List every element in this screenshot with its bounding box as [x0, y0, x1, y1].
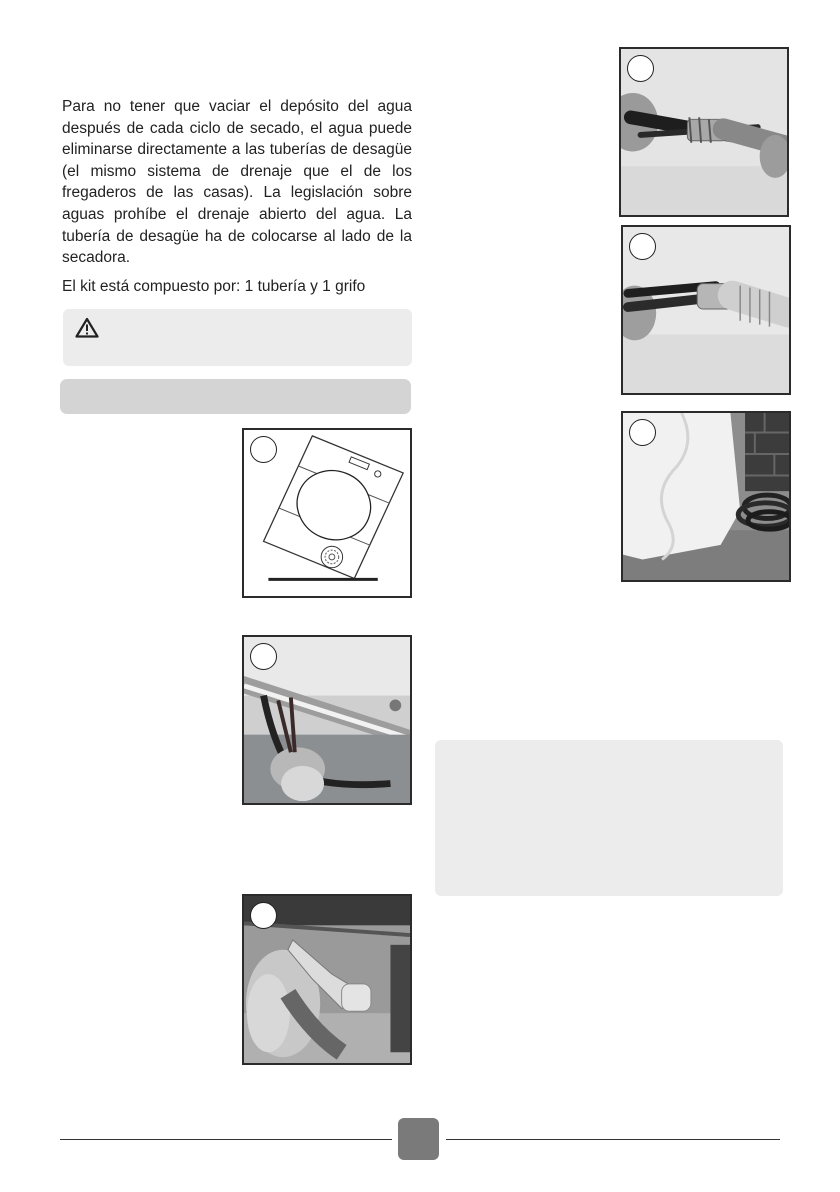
warning-box — [63, 309, 412, 366]
figure-hose-behind-dryer — [621, 411, 791, 582]
figure-hose-connector — [242, 894, 412, 1065]
figure-dryer-outline — [242, 428, 412, 598]
figure-pliers-clamp-1 — [619, 47, 789, 217]
intro-paragraph: Para no tener que vaciar el depósito del agua después de cada ciclo de secado, el agua puede eliminarse directamente a las tuberías de desagüe (el mismo sistema de drenaje que el de los fregaderos de las casas). La legislación sobre aguas prohíbe el drenaje abierto del agua. La tubería de desagüe ha de colocarse al lado de la secadora. — [62, 98, 412, 267]
warning-triangle-icon — [75, 317, 99, 343]
footer-line-right — [446, 1139, 780, 1140]
kit-contents-text: El kit está compuesto por: 1 tubería y 1 grifo — [62, 278, 366, 295]
section-heading-bar — [60, 379, 411, 414]
figure-number-badge — [627, 55, 654, 82]
figure-pliers-hose — [242, 635, 412, 805]
figure-pliers-clamp-2 — [621, 225, 791, 395]
figure-number-badge — [250, 902, 277, 929]
footer-line-left — [60, 1139, 392, 1140]
page-number-tab — [398, 1118, 439, 1160]
figure-number-badge — [629, 419, 656, 446]
note-box — [435, 740, 783, 896]
figure-number-badge — [629, 233, 656, 260]
figure-number-badge — [250, 436, 277, 463]
figure-number-badge — [250, 643, 277, 670]
